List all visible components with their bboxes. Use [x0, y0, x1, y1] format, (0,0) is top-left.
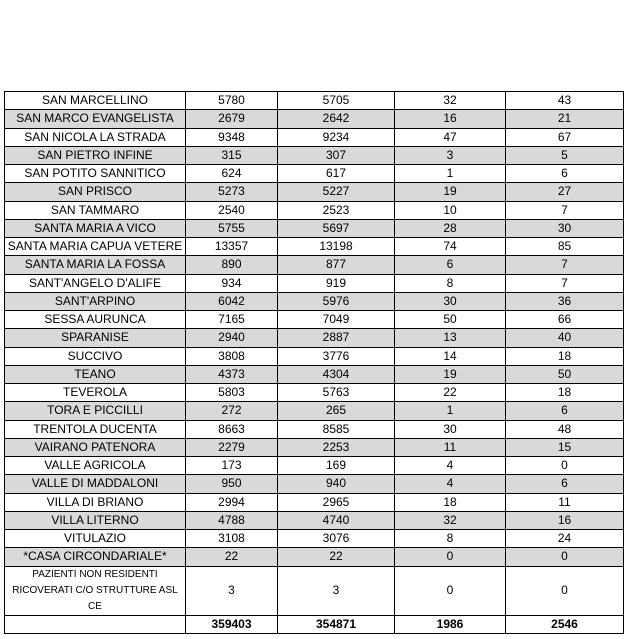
value-cell-3: 6 — [395, 256, 506, 274]
table-row — [5, 292, 624, 310]
value-cell-1: 2940 — [186, 329, 278, 347]
table-row — [5, 92, 624, 110]
value-cell-3: 32 — [395, 92, 506, 110]
non-resident-value-2: 3 — [278, 566, 395, 615]
value-cell-3: 4 — [395, 457, 506, 475]
total-value-1: 359403 — [186, 615, 278, 633]
table-row — [5, 402, 624, 420]
table-row — [5, 384, 624, 402]
municipality-name-cell: SANTA MARIA CAPUA VETERE — [5, 238, 186, 256]
municipality-name-cell: SAN TAMMARO — [5, 201, 186, 219]
value-cell-3: 8 — [395, 530, 506, 548]
value-cell-3: 18 — [395, 493, 506, 511]
municipality-data-table — [4, 91, 624, 634]
value-cell-4: 6 — [506, 475, 624, 493]
value-cell-4: 5 — [506, 146, 624, 164]
municipality-name-cell: SANTA MARIA A VICO — [5, 219, 186, 237]
value-cell-4: 36 — [506, 292, 624, 310]
value-cell-3: 50 — [395, 311, 506, 329]
table-row — [5, 493, 624, 511]
table-row — [5, 256, 624, 274]
value-cell-2: 3076 — [278, 530, 395, 548]
value-cell-2: 13198 — [278, 238, 395, 256]
total-value-3: 1986 — [395, 615, 506, 633]
value-cell-2: 9234 — [278, 128, 395, 146]
value-cell-3: 0 — [395, 548, 506, 566]
municipality-name-cell: VITULAZIO — [5, 530, 186, 548]
table-row — [5, 475, 624, 493]
value-cell-1: 8663 — [186, 420, 278, 438]
municipality-name-cell: VAIRANO PATENORA — [5, 438, 186, 456]
value-cell-1: 4373 — [186, 365, 278, 383]
municipality-name-cell: SANT'ANGELO D'ALIFE — [5, 274, 186, 292]
table-row — [5, 329, 624, 347]
value-cell-4: 6 — [506, 165, 624, 183]
value-cell-3: 30 — [395, 420, 506, 438]
non-resident-value-1: 3 — [186, 566, 278, 615]
value-cell-4: 0 — [506, 457, 624, 475]
value-cell-3: 19 — [395, 183, 506, 201]
value-cell-2: 3776 — [278, 347, 395, 365]
value-cell-3: 3 — [395, 146, 506, 164]
value-cell-4: 6 — [506, 402, 624, 420]
municipality-name-cell: TEANO — [5, 365, 186, 383]
value-cell-4: 18 — [506, 347, 624, 365]
table-row — [5, 274, 624, 292]
municipality-name-cell: SANT'ARPINO — [5, 292, 186, 310]
value-cell-4: 18 — [506, 384, 624, 402]
non-resident-value-4: 0 — [506, 566, 624, 615]
value-cell-3: 14 — [395, 347, 506, 365]
value-cell-2: 5227 — [278, 183, 395, 201]
municipality-name-cell: SAN POTITO SANNITICO — [5, 165, 186, 183]
value-cell-4: 66 — [506, 311, 624, 329]
value-cell-4: 30 — [506, 219, 624, 237]
value-cell-4: 50 — [506, 365, 624, 383]
value-cell-2: 2965 — [278, 493, 395, 511]
municipality-name-cell: SAN PRISCO — [5, 183, 186, 201]
table-row — [5, 128, 624, 146]
value-cell-4: 40 — [506, 329, 624, 347]
municipality-name-cell: *CASA CIRCONDARIALE* — [5, 548, 186, 566]
value-cell-4: 24 — [506, 530, 624, 548]
table-row — [5, 438, 624, 456]
table-row — [5, 311, 624, 329]
value-cell-1: 2279 — [186, 438, 278, 456]
value-cell-1: 5755 — [186, 219, 278, 237]
table-row — [5, 165, 624, 183]
municipality-name-cell: SAN NICOLA LA STRADA — [5, 128, 186, 146]
value-cell-4: 27 — [506, 183, 624, 201]
total-value-2: 354871 — [278, 615, 395, 633]
value-cell-3: 19 — [395, 365, 506, 383]
value-cell-2: 919 — [278, 274, 395, 292]
table-row — [5, 530, 624, 548]
municipality-name-cell: VILLA LITERNO — [5, 511, 186, 529]
table-row — [5, 548, 624, 566]
value-cell-1: 5273 — [186, 183, 278, 201]
table-row — [5, 183, 624, 201]
non-resident-value-3: 0 — [395, 566, 506, 615]
value-cell-1: 624 — [186, 165, 278, 183]
value-cell-4: 7 — [506, 274, 624, 292]
value-cell-1: 5780 — [186, 92, 278, 110]
totals-label-cell — [5, 615, 186, 633]
value-cell-1: 7165 — [186, 311, 278, 329]
table-row — [5, 219, 624, 237]
value-cell-4: 16 — [506, 511, 624, 529]
municipality-name-cell: VALLE AGRICOLA — [5, 457, 186, 475]
value-cell-3: 4 — [395, 475, 506, 493]
value-cell-1: 2679 — [186, 110, 278, 128]
value-cell-3: 32 — [395, 511, 506, 529]
municipality-name-cell: SUCCIVO — [5, 347, 186, 365]
value-cell-2: 307 — [278, 146, 395, 164]
value-cell-4: 0 — [506, 548, 624, 566]
value-cell-4: 21 — [506, 110, 624, 128]
value-cell-4: 48 — [506, 420, 624, 438]
value-cell-3: 13 — [395, 329, 506, 347]
value-cell-3: 47 — [395, 128, 506, 146]
value-cell-1: 6042 — [186, 292, 278, 310]
value-cell-2: 5705 — [278, 92, 395, 110]
value-cell-2: 8585 — [278, 420, 395, 438]
municipality-name-cell: TRENTOLA DUCENTA — [5, 420, 186, 438]
value-cell-1: 2994 — [186, 493, 278, 511]
value-cell-1: 950 — [186, 475, 278, 493]
value-cell-2: 940 — [278, 475, 395, 493]
value-cell-1: 2540 — [186, 201, 278, 219]
municipality-name-cell: SANTA MARIA LA FOSSA — [5, 256, 186, 274]
municipality-name-cell: SPARANISE — [5, 329, 186, 347]
table-body — [5, 92, 624, 634]
value-cell-4: 67 — [506, 128, 624, 146]
value-cell-1: 9348 — [186, 128, 278, 146]
value-cell-2: 22 — [278, 548, 395, 566]
value-cell-2: 2642 — [278, 110, 395, 128]
value-cell-2: 265 — [278, 402, 395, 420]
table-row — [5, 238, 624, 256]
value-cell-4: 7 — [506, 256, 624, 274]
value-cell-1: 22 — [186, 548, 278, 566]
non-resident-row — [5, 566, 624, 615]
municipality-name-cell: SESSA AURUNCA — [5, 311, 186, 329]
value-cell-3: 28 — [395, 219, 506, 237]
value-cell-1: 5803 — [186, 384, 278, 402]
value-cell-1: 173 — [186, 457, 278, 475]
value-cell-3: 1 — [395, 165, 506, 183]
value-cell-1: 3808 — [186, 347, 278, 365]
table-row — [5, 511, 624, 529]
value-cell-2: 617 — [278, 165, 395, 183]
value-cell-4: 11 — [506, 493, 624, 511]
value-cell-4: 15 — [506, 438, 624, 456]
value-cell-1: 315 — [186, 146, 278, 164]
municipality-name-cell: SAN MARCELLINO — [5, 92, 186, 110]
table-row — [5, 110, 624, 128]
value-cell-3: 11 — [395, 438, 506, 456]
table-row — [5, 365, 624, 383]
total-value-4: 2546 — [506, 615, 624, 633]
value-cell-2: 169 — [278, 457, 395, 475]
municipality-name-cell: SAN PIETRO INFINE — [5, 146, 186, 164]
value-cell-2: 7049 — [278, 311, 395, 329]
value-cell-3: 8 — [395, 274, 506, 292]
value-cell-2: 2887 — [278, 329, 395, 347]
municipality-name-cell: TORA E PICCILLI — [5, 402, 186, 420]
value-cell-3: 16 — [395, 110, 506, 128]
value-cell-2: 5697 — [278, 219, 395, 237]
table-row — [5, 347, 624, 365]
value-cell-2: 2253 — [278, 438, 395, 456]
value-cell-2: 5976 — [278, 292, 395, 310]
value-cell-2: 5763 — [278, 384, 395, 402]
municipality-name-cell: VALLE DI MADDALONI — [5, 475, 186, 493]
value-cell-1: 4788 — [186, 511, 278, 529]
value-cell-4: 7 — [506, 201, 624, 219]
value-cell-1: 934 — [186, 274, 278, 292]
value-cell-1: 272 — [186, 402, 278, 420]
table-row — [5, 457, 624, 475]
municipality-name-cell: TEVEROLA — [5, 384, 186, 402]
value-cell-1: 13357 — [186, 238, 278, 256]
value-cell-4: 43 — [506, 92, 624, 110]
value-cell-4: 85 — [506, 238, 624, 256]
municipality-name-cell: VILLA DI BRIANO — [5, 493, 186, 511]
table-row — [5, 420, 624, 438]
value-cell-2: 4740 — [278, 511, 395, 529]
value-cell-3: 74 — [395, 238, 506, 256]
value-cell-3: 30 — [395, 292, 506, 310]
table-row — [5, 146, 624, 164]
table-row — [5, 201, 624, 219]
value-cell-3: 10 — [395, 201, 506, 219]
value-cell-2: 877 — [278, 256, 395, 274]
value-cell-1: 890 — [186, 256, 278, 274]
value-cell-3: 22 — [395, 384, 506, 402]
value-cell-2: 2523 — [278, 201, 395, 219]
municipality-name-cell: SAN MARCO EVANGELISTA — [5, 110, 186, 128]
value-cell-3: 1 — [395, 402, 506, 420]
totals-row — [5, 615, 624, 633]
value-cell-2: 4304 — [278, 365, 395, 383]
value-cell-1: 3108 — [186, 530, 278, 548]
non-resident-name-cell: PAZIENTI NON RESIDENTI RICOVERATI C/O STRUTTURE ASL CE — [5, 566, 186, 615]
